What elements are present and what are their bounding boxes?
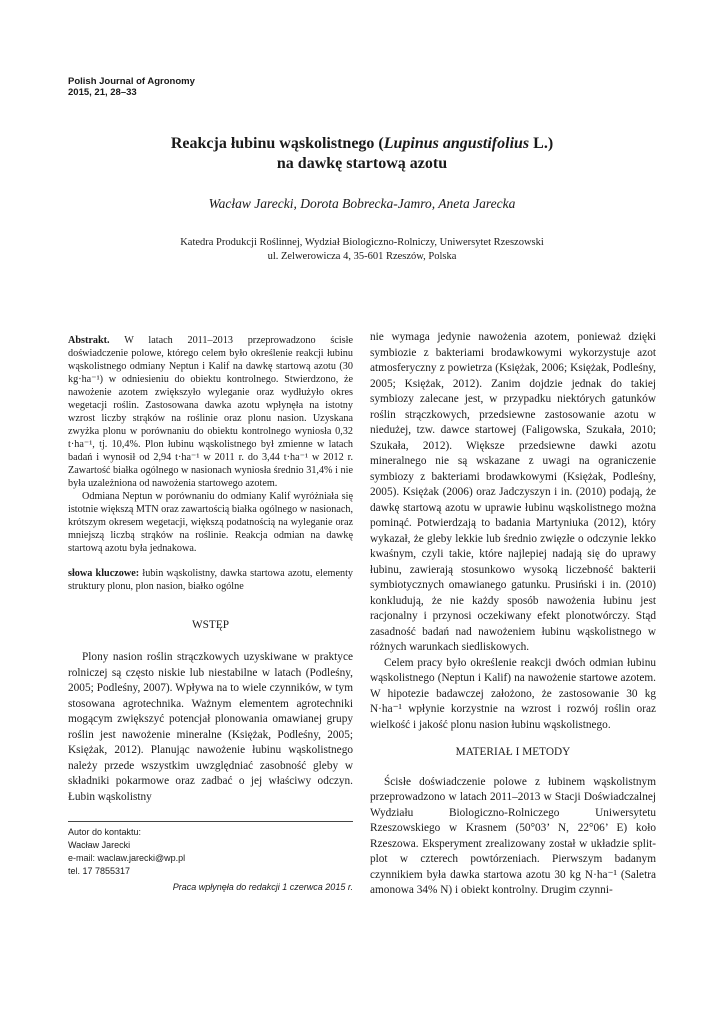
- journal-header: [68, 76, 195, 98]
- affiliation: [60, 236, 664, 264]
- authors: Wacław Jarecki, Dorota Bobrecka-Jamro, Aneta Jarecka: [208, 196, 516, 211]
- title-part1: Reakcja łubinu wąskolistnego (: [170, 135, 384, 152]
- article-title: [60, 134, 664, 174]
- contact-label: Autor do kontaktu:: [68, 827, 142, 837]
- keywords: [68, 567, 353, 593]
- contact-phone: tel. 17 7855317: [68, 866, 131, 876]
- intro-heading: WSTĘP: [191, 619, 230, 631]
- contact-name: Wacław Jarecki: [68, 840, 131, 850]
- affiliation-line1: Katedra Produkcji Roślinnej, Wydział Biologiczno-Rolniczy, Uniwersytet Rzeszowski: [180, 237, 544, 248]
- received-date: Praca wpłynęła do redakcji 1 czerwca 2015 r.: [172, 882, 353, 892]
- abstract-label: Abstrakt.: [68, 335, 110, 346]
- abstract-paragraph-2: Odmiana Neptun w porównaniu do odmiany Kalif wyróżniała się istotnie większą MTN oraz zawartością białka ogólnego w nasionach, krótszym okresem wegetacji, większą podatnością na wyleganie oraz mniejszą liczbą strąków na roślinie. Reakcja odmian na dawkę startową azotu była jednakowa.: [68, 491, 353, 554]
- contact-info: [68, 826, 353, 878]
- right-column: [370, 330, 656, 899]
- title-part2: L.): [529, 135, 554, 152]
- footnote-divider: [68, 821, 353, 822]
- right-paragraph-1: nie wymaga jedynie nawożenia azotem, ponieważ dzięki symbiozie z bakteriami brodawkowymi wykorzystuje azot atmosferyczny z powietrza (Księżak, 2006; Księżak, Podleśny, 2005; Księżak, 2012). Zanim dojdzie jednak do takiej symbiozy zalecane jest, w przypadku niektórych gatunków roślin strączkowych, przedsiewne zastosowanie azotu w niedużej, tzw. dawce startowej (Faligowska, Szukała, 2010; Szukała, 2012). Większe przedsiewne dawki azotu mineralnego nie są wskazane z uwagi na ograniczenie symbiozy z bakteriami brodawkowymi (Księżak, Podleśny, 2005). Księżak (2006) oraz Jadczyszyn i in. (2010) podają, że dawkę startową azotu w uprawie łubinu wąskolistnego można pominąć. Potwierdzają to badania Martyniuka (2012), który wykazał, że gleby lekkie lub średnio zwięzłe o odczynie lekko kwaśnym, czyli takie, które najlepiej nadają się do uprawy łubinu, zawierają stosunkowo wysoką liczebność bakterii symbiotycznych omawianego gatunku. Prusiński i in. (2010) konkludują, że nie każdy sposób nawożenia łubinu jest racjonalny i przynosi oczekiwany efekt plonotwórczy. Stąd zasadność badań nad nawożeniem łubinu wąskolistnego w różnych warunkach siedliskowych.: [370, 331, 656, 653]
- journal-issue: 2015, 21, 28–33: [68, 87, 137, 98]
- keywords-label: słowa kluczowe:: [68, 568, 140, 579]
- affiliation-line2: ul. Zelwerowicza 4, 35-601 Rzeszów, Polska: [267, 251, 457, 262]
- intro-paragraph-1: Plony nasion roślin strączkowych uzyskiwane w praktyce rolniczej są często niskie lub niestabilne w latach (Podleśny, 2005; Podleśny, 2007). Wpływa na to wiele czynników, w tym stosowana agrotechnika. Ważnym elementem agrotechniki mogącym zwiększyć potencjał plonowania omawianej grupy roślin jest nawożenie mineralne (Księżak, Podleśny, 2005; Księżak, 2012). Planując nawożenie łubinu wąskolistnego należy przede wszystkim uwzględniać zasobność gleby w składniki pokarmowe oraz zadbać o jej właściwy odczyn. Łubin wąskolistny: [68, 651, 353, 803]
- journal-name: Polish Journal of Agronomy: [68, 76, 195, 87]
- title-latin-name: Lupinus angustifolius: [383, 135, 530, 152]
- methods-heading: MATERIAŁ I METODY: [455, 746, 571, 758]
- keywords-text: łubin wąskolistny, dawka startowa azotu, elementy struktury plonu, plon nasion, białko ogólne: [68, 568, 353, 592]
- left-column: [68, 334, 353, 805]
- abstract-paragraph-1: [68, 334, 353, 490]
- title-line2: na dawkę startową azotu: [276, 155, 448, 172]
- abstract-text-1: W latach 2011–2013 przeprowadzono ścisłe doświadczenie polowe, którego celem było określenie reakcji łubinu wąskolistnego odmiany Neptun i Kalif na dawkę startową azotu (30 kg·ha⁻¹) w odniesieniu do obiektu kontrolnego. Stwierdzono, że nawożenie azotem zwiększyło wyleganie oraz wydłużyło okres wegetacji roślin. Zastosowana dawka azotu wpłynęła na istotny wzrost liczby strąków na roślinie oraz plonu nasion. Uzyskana zwyżka plonu w porównaniu do obiektu kontrolnego wyniosła 0,32 t·ha⁻¹, tj. 10,4%. Plon łubinu wąskolistnego był zmienne w latach badań i wynosił od 2,94 t·ha⁻¹ w 2011 r. do 3,44 t·ha⁻¹ w 2012 r. Zawartość białka ogólnego w nasionach wyniosła średnio 31,4% i nie była uzależniona od nawożenia startowego azotem.: [68, 335, 353, 489]
- right-paragraph-2: Celem pracy było określenie reakcji dwóch odmian łubinu wąskolistnego (Neptun i Kalif) na nawożenie startowe azotem. W hipotezie badawczej założono, że zastosowanie 30 kg N·ha⁻¹ wpłynie korzystnie na wzrost i rozwój roślin oraz wielkość i jakość plonu nasion łubinu wąskolistnego.: [370, 656, 656, 731]
- methods-paragraph-1: Ścisłe doświadczenie polowe z łubinem wąskolistnym przeprowadzono w latach 2011–2013 w Stacji Doświadczalnej Wydziału Biologiczno-Rolniczego Uniwersytetu Rzeszowskiego w Krasnem (50°03’ N, 22°06’ E) koło Rzeszowa. Eksperyment zrealizowany został w układzie split-plot w czterech powtórzeniach. Pierwszym badanym czynnikiem była dawka startowa azotu 30 kg N·ha⁻¹ (Saletra amonowa 34% N) i obiekt kontrolny. Drugim czynni-: [370, 775, 656, 896]
- contact-email: e-mail: waclaw.jarecki@wp.pl: [68, 853, 186, 863]
